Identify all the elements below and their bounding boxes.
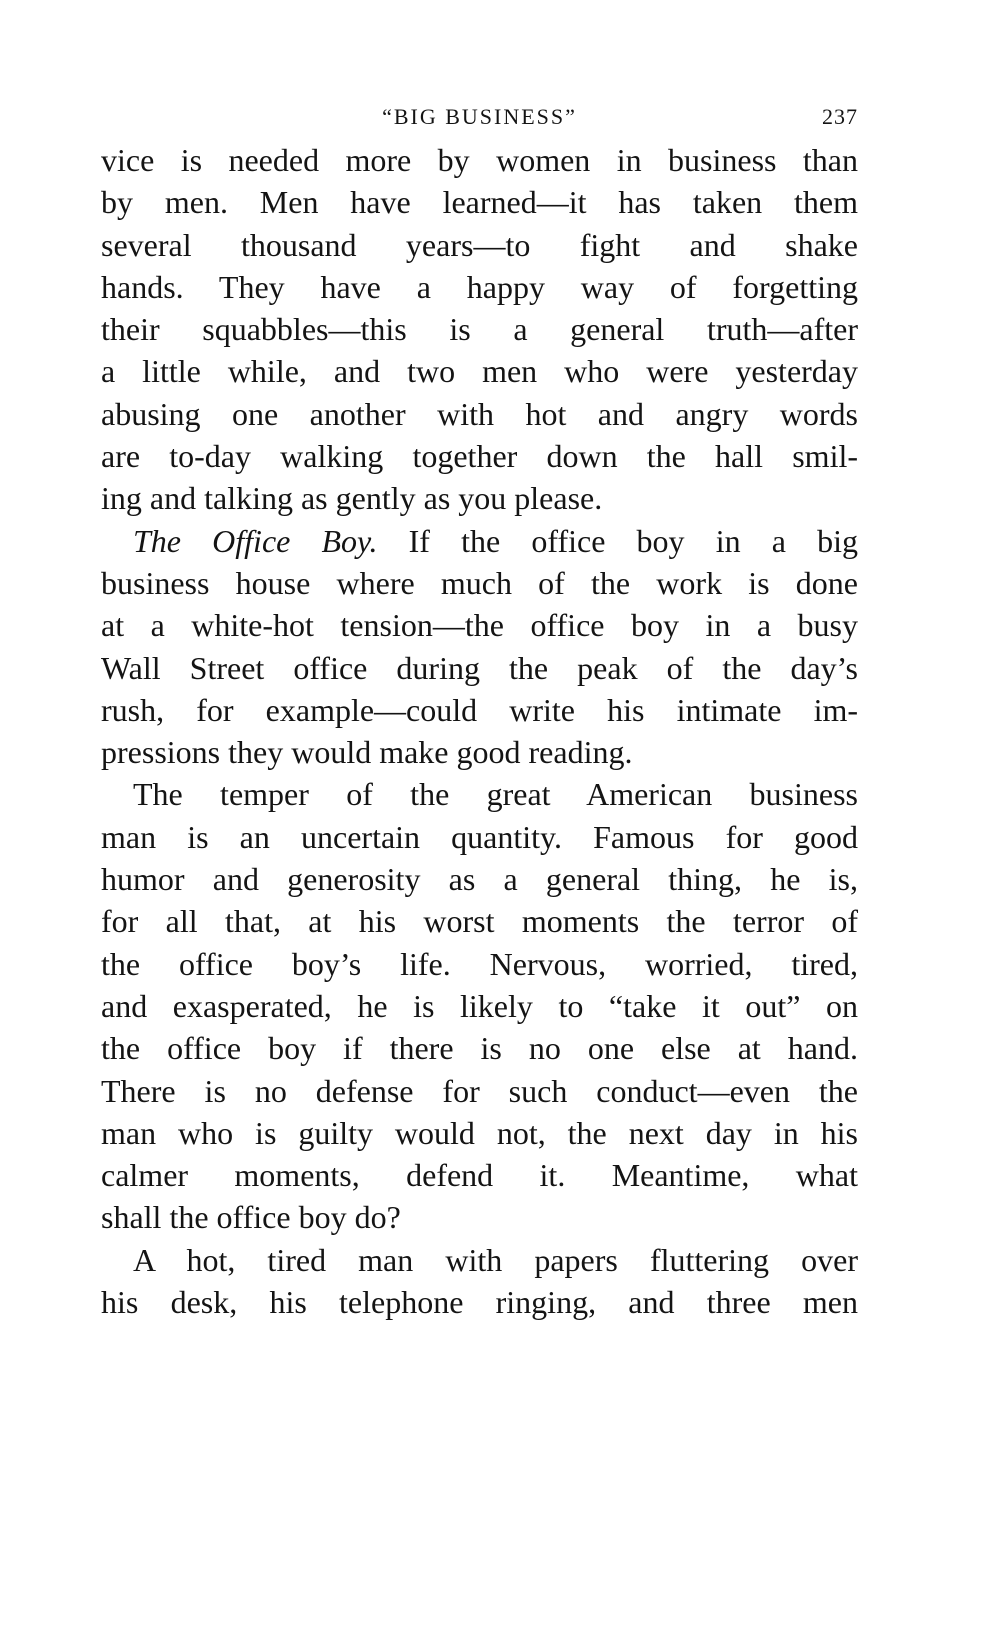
text-line: his desk, his telephone ringing, and three men: [101, 1284, 858, 1321]
text-line: several thousand years—to fight and shake: [101, 226, 858, 263]
text-line: calmer moments, defend it. Meantime, what: [101, 1157, 858, 1194]
text-line: abusing one another with hot and angry words: [101, 395, 858, 432]
text-line: Wall Street office during the peak of the day’s: [101, 649, 858, 686]
text-line: are to-day walking together down the hall smil-: [101, 438, 858, 475]
text-line: ing and talking as gently as you please.: [101, 480, 603, 517]
text-line: A hot, tired man with papers fluttering over: [133, 1241, 858, 1278]
running-head: “BIG BUSINESS”: [382, 104, 577, 129]
text-run: If the office boy in a big: [377, 522, 858, 559]
text-line: The temper of the great American business: [133, 776, 858, 813]
text-line: the office boy if there is no one else at hand.: [101, 1030, 858, 1067]
paragraph: [101, 773, 858, 1238]
text-line: hands. They have a happy way of forgetting: [101, 268, 858, 305]
body-text: [101, 139, 858, 1323]
text-line: the office boy’s life. Nervous, worried, tired,: [101, 945, 858, 982]
text-line: man who is guilty would not, the next day in his: [101, 1114, 858, 1151]
paragraph: [101, 1239, 858, 1324]
page-number: 237: [822, 104, 858, 129]
text-line: man is an uncertain quantity. Famous for good: [101, 818, 858, 855]
text-line: at a white-hot tension—the office boy in a busy: [101, 607, 858, 644]
section-heading: The Office Boy.: [133, 522, 378, 559]
text-line: business house where much of the work is done: [101, 564, 858, 601]
text-line: and exasperated, he is likely to “take it out” on: [101, 987, 858, 1024]
paragraph: [101, 520, 858, 774]
text-line: by men. Men have learned—it has taken them: [101, 184, 858, 221]
page-header: [101, 95, 858, 139]
text-line: for all that, at his worst moments the terror of: [101, 903, 858, 940]
paragraph: [101, 139, 858, 520]
text-line: vice is needed more by women in business than: [101, 142, 858, 178]
book-page: [101, 95, 858, 1323]
text-line: pressions they would make good reading.: [101, 734, 633, 771]
text-line: a little while, and two men who were yesterday: [101, 353, 858, 390]
text-line: humor and generosity as a general thing, he is,: [101, 861, 858, 898]
text-line: their squabbles—this is a general truth—after: [101, 311, 858, 348]
text-line: rush, for example—could write his intimate im-: [101, 691, 858, 728]
text-line: There is no defense for such conduct—even the: [101, 1072, 858, 1109]
text-line: [101, 520, 858, 562]
text-line: shall the office boy do?: [101, 1199, 401, 1236]
